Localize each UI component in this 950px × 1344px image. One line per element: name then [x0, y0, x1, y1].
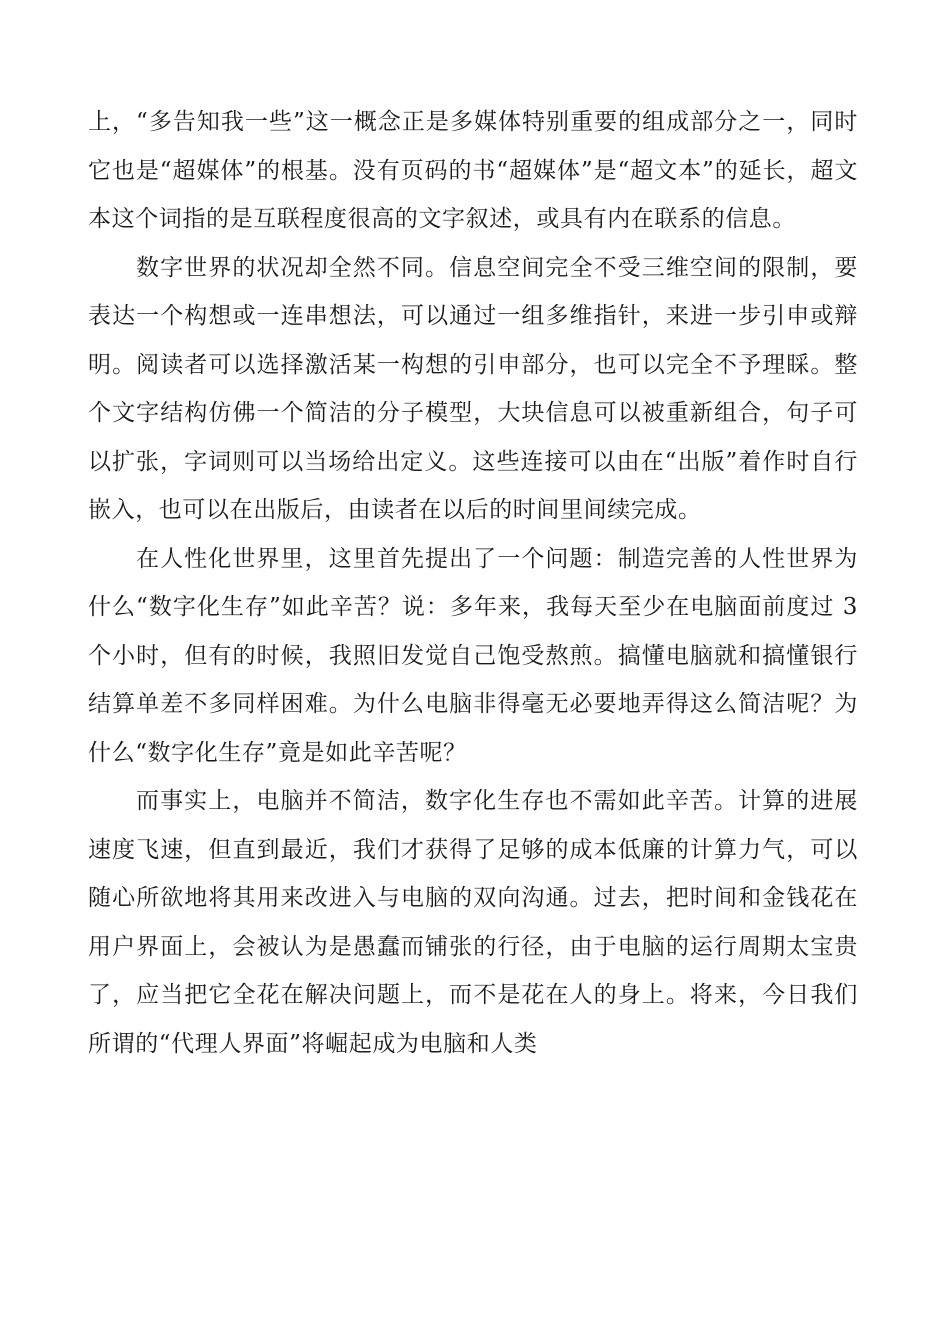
paragraph-2: 数字世界的状况却全然不同。信息空间完全不受三维空间的限制，要表达一个构想或一连串想法，可以通过一组多维指针，来进一步引申或辩明。阅读者可以选择激活某一构想的引申部分，也可以完全不予理睬。整个文字结构仿佛一个简洁的分子模型，大块信息可以被重新组合，句子可以扩张，字词则可以当场给出定义。这些连接可以由在“出版”着作时自行嵌入，也可以在出版后，由读者在以后的时间里间续完成。: [88, 254, 858, 523]
body-text: [88, 98, 858, 1068]
paragraph-3: 在人性化世界里，这里首先提出了一个问题：制造完善的人性世界为什么“数字化生存”如此辛苦？说：多年来，我每天至少在电脑面前度过 3 个小时，但有的时候，我照旧发觉自己饱受熬煎。搞懂电脑就和搞懂银行结算单差不多同样困难。为什么电脑非得毫无必要地弄得这么简洁呢？为什么“数字化生存”竟是如此辛苦呢？: [88, 545, 858, 766]
paragraph-4: 而事实上，电脑并不简洁，数字化生存也不需如此辛苦。计算的进展速度飞速，但直到最近，我们才获得了足够的成本低廉的计算力气，可以随心所欲地将其用来改进入与电脑的双向沟通。过去，把时间和金钱花在用户界面上，会被认为是愚蠢而铺张的行径，由于电脑的运行周期太宝贵了，应当把它全花在解决问题上，而不是花在人的身上。将来，今日我们所谓的“代理人界面”将崛起成为电脑和人类: [88, 788, 858, 1057]
paragraph-1: 上，“多告知我一些”这一概念正是多媒体特别重要的组成部分之一，同时它也是“超媒体”的根基。没有页码的书“超媒体”是“超文本”的延长，超文本这个词指的是互联程度很高的文字叙述，或具有内在联系的信息。: [88, 109, 858, 232]
